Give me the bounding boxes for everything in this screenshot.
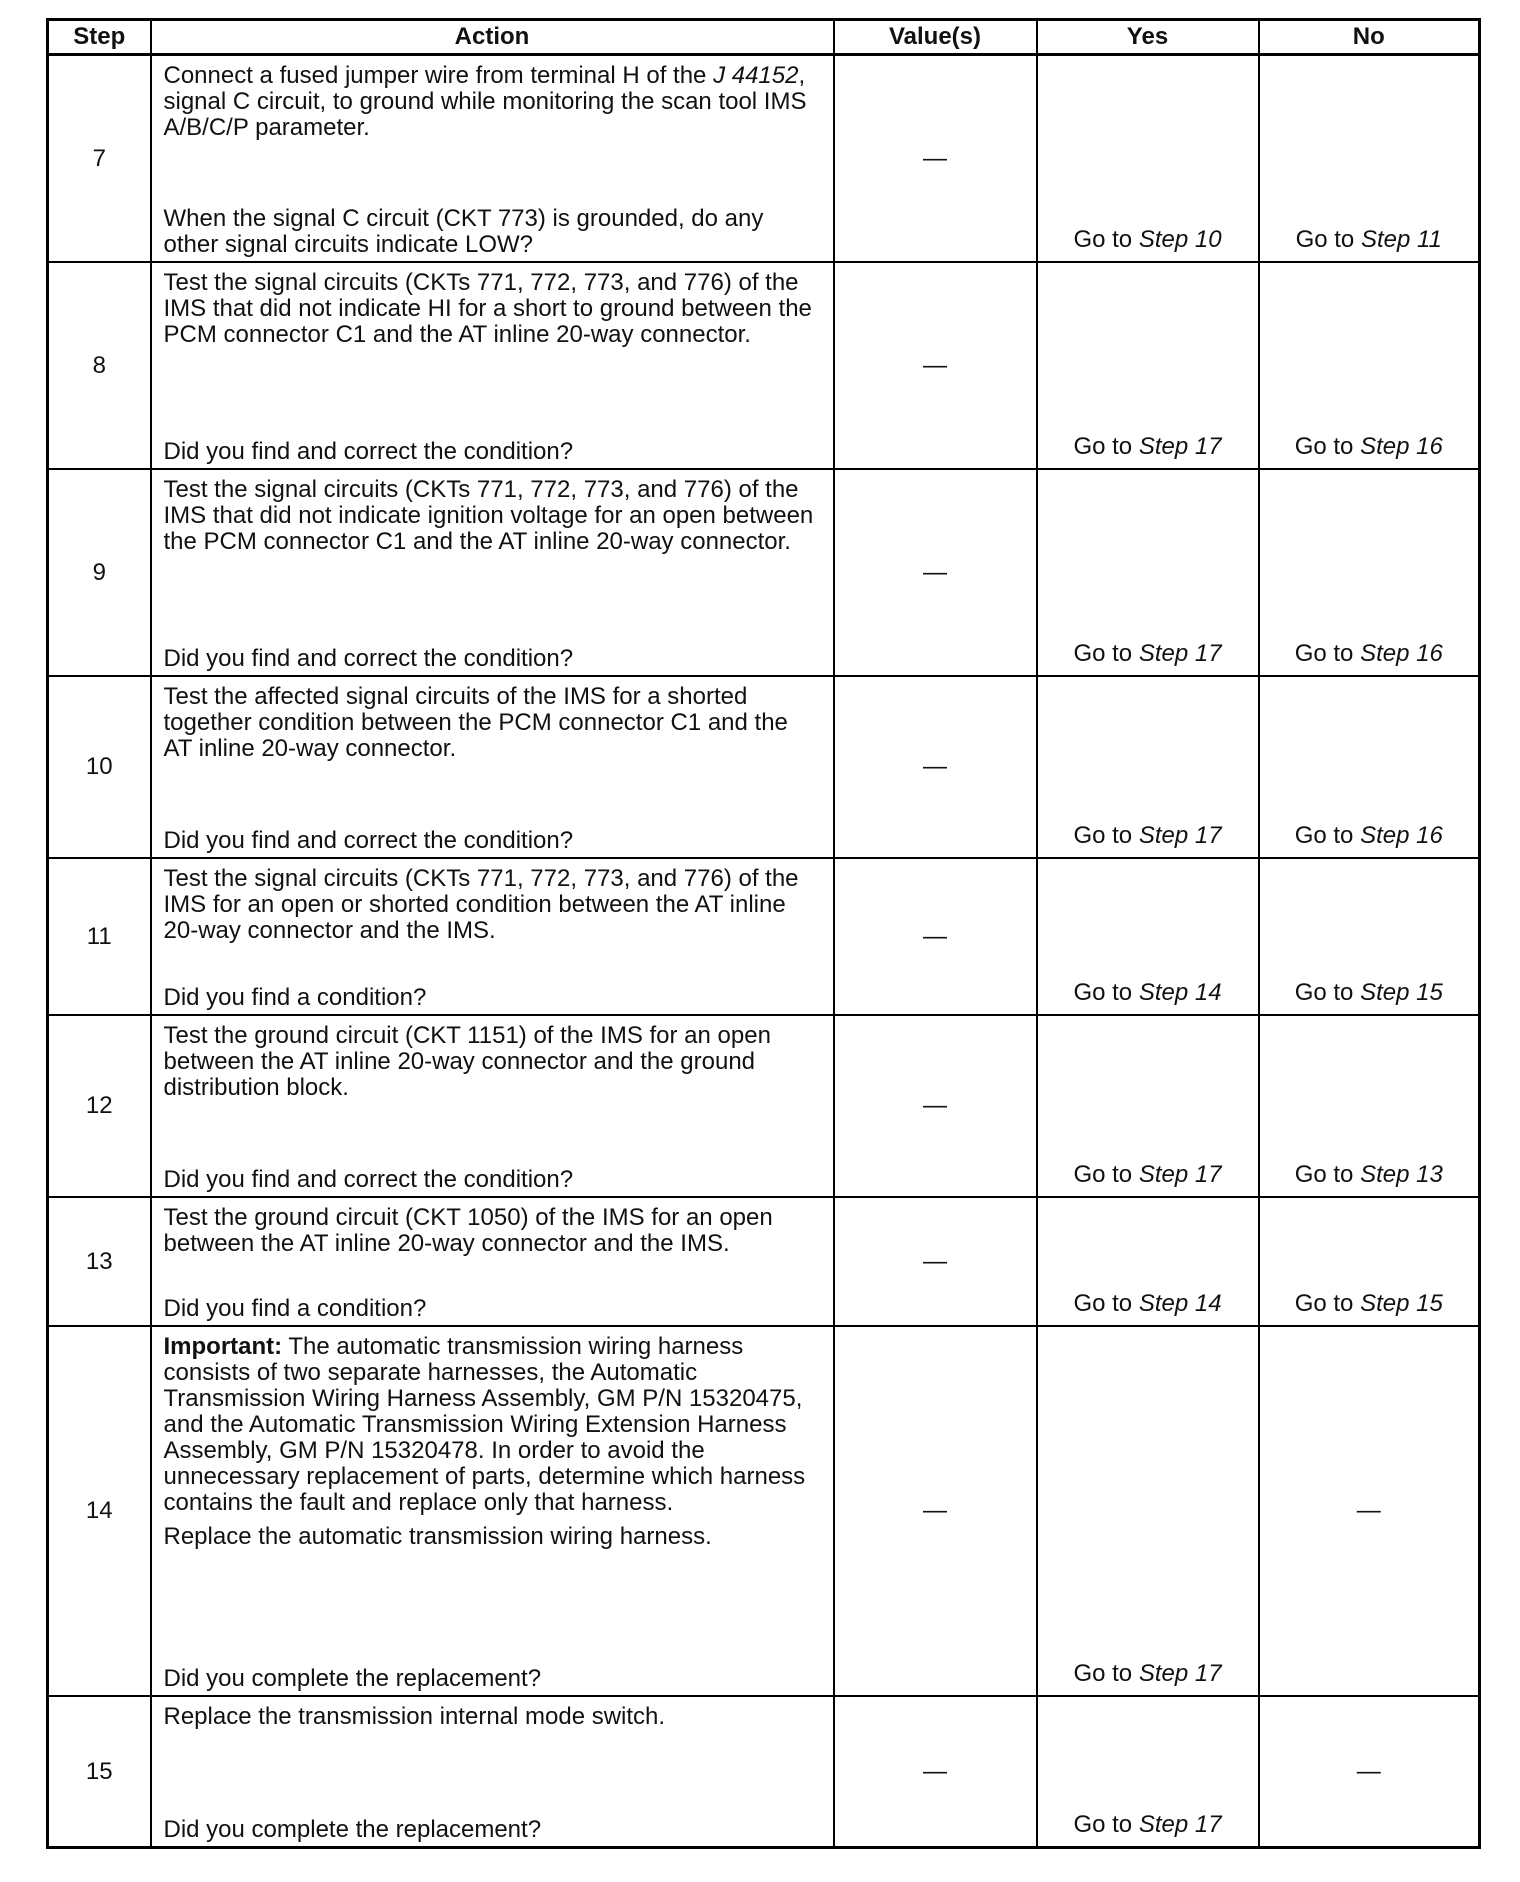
no-step-link: Step 16: [1360, 822, 1443, 849]
action-question: Did you complete the replacement?: [163, 1816, 542, 1843]
value-cell: —: [834, 1326, 1037, 1696]
yes-cell: Go to Step 10: [1037, 55, 1259, 263]
yes-step-link: Step 10: [1138, 226, 1222, 253]
header-values: Value(s): [834, 20, 1037, 55]
yes-step-link: Step 17: [1138, 1811, 1222, 1838]
no-step-link: Step 13: [1360, 1161, 1443, 1188]
action-text: Test the signal circuits (CKTs 771, 772, 773, and 776) of the IMS that did not indicate ignition voltage for an open between the PCM connector C1 and the AT inline 20-way connector.: [163, 476, 814, 555]
value-cell: —: [834, 676, 1037, 858]
header-action: Action: [151, 20, 834, 55]
no-cell: —: [1259, 1696, 1480, 1848]
header-yes: Yes: [1037, 20, 1259, 55]
no-cell: Go to Step 13: [1259, 1015, 1480, 1197]
yes-cell: Go to Step 17: [1037, 1015, 1259, 1197]
action-question: Did you complete the replacement?: [163, 1665, 542, 1692]
action-question: Did you find and correct the condition?: [163, 827, 574, 854]
table-row: [48, 1197, 1480, 1326]
important-note: Important: The automatic transmission wiring harness consists of two separate harnesses, the Automatic Transmission Wiring Harness Assembly, GM P/N 15320475, and the Automatic Transmission Wiring Extension Harness Assembly, GM P/N 15320478. In order to avoid the unnecessary replacement of parts, determine which harness contains the fault and replace only that harness.: [163, 1333, 806, 1516]
header-step: Step: [48, 20, 151, 55]
yes-step-link: Step 17: [1138, 640, 1222, 667]
action-question: When the signal C circuit (CKT 773) is grounded, do any other signal circuits indicate LOW?: [163, 205, 764, 258]
action-text: Connect a fused jumper wire from terminal H of the J 44152, signal C circuit, to ground while monitoring the scan tool IMS A/B/C/P parameter.: [163, 62, 807, 141]
step-number: 11: [48, 858, 151, 1015]
important-label: Important:: [163, 1333, 283, 1360]
action-cell: [151, 469, 834, 676]
action-question: Did you find a condition?: [163, 984, 427, 1011]
yes-cell: Go to Step 17: [1037, 469, 1259, 676]
table-row: [48, 55, 1480, 263]
yes-cell: Go to Step 14: [1037, 1197, 1259, 1326]
action-text: Test the ground circuit (CKT 1050) of the IMS for an open between the AT inline 20-way connector and the IMS.: [163, 1204, 773, 1257]
tool-reference: J 44152: [713, 62, 799, 89]
yes-cell: Go to Step 17: [1037, 1696, 1259, 1848]
action-question: Did you find and correct the condition?: [163, 645, 574, 672]
no-step-link: Step 16: [1360, 433, 1443, 460]
no-step-link: Step 11: [1360, 226, 1442, 253]
action-cell: [151, 676, 834, 858]
action-text: [164, 1334, 821, 1550]
yes-step-link: Step 17: [1138, 1161, 1222, 1188]
value-cell: —: [834, 858, 1037, 1015]
no-cell: Go to Step 16: [1259, 262, 1480, 469]
header-no: No: [1259, 20, 1480, 55]
table-row: [48, 1015, 1480, 1197]
no-cell: —: [1259, 1326, 1480, 1696]
yes-cell: Go to Step 17: [1037, 676, 1259, 858]
no-step-link: Step 15: [1360, 1290, 1443, 1317]
action-text: Test the signal circuits (CKTs 771, 772, 773, and 776) of the IMS that did not indicate HI for a short to ground between the PCM connector C1 and the AT inline 20-way connector.: [163, 269, 812, 348]
yes-step-link: Step 14: [1138, 979, 1222, 1006]
value-cell: —: [834, 1197, 1037, 1326]
yes-step-link: Step 17: [1138, 433, 1222, 460]
action-question: Did you find and correct the condition?: [163, 1166, 574, 1193]
step-number: 7: [48, 55, 151, 263]
action-cell: [151, 262, 834, 469]
table-row: [48, 262, 1480, 469]
action-question: Did you find a condition?: [163, 1295, 427, 1322]
action-cell: [151, 55, 834, 263]
action-instruction: Replace the automatic transmission wiring harness.: [163, 1523, 712, 1550]
value-cell: —: [834, 1696, 1037, 1848]
no-cell: Go to Step 16: [1259, 469, 1480, 676]
action-text: Replace the transmission internal mode switch.: [163, 1703, 666, 1730]
table-row: [48, 469, 1480, 676]
step-number: 8: [48, 262, 151, 469]
action-cell: [151, 1015, 834, 1197]
step-number: 14: [48, 1326, 151, 1696]
yes-cell: Go to Step 14: [1037, 858, 1259, 1015]
step-number: 9: [48, 469, 151, 676]
no-cell: Go to Step 15: [1259, 1197, 1480, 1326]
step-number: 13: [48, 1197, 151, 1326]
no-cell: Go to Step 16: [1259, 676, 1480, 858]
action-text: Test the signal circuits (CKTs 771, 772, 773, and 776) of the IMS for an open or shorted condition between the AT inline 20-way connector and the IMS.: [163, 865, 799, 944]
step-number: 10: [48, 676, 151, 858]
action-cell: [151, 858, 834, 1015]
no-step-link: Step 15: [1360, 979, 1443, 1006]
value-cell: —: [834, 55, 1037, 263]
header-row: [48, 20, 1480, 55]
action-cell: [151, 1326, 834, 1696]
value-cell: —: [834, 262, 1037, 469]
step-number: 15: [48, 1696, 151, 1848]
no-step-link: Step 16: [1360, 640, 1443, 667]
no-cell: Go to Step 15: [1259, 858, 1480, 1015]
table-row: [48, 858, 1480, 1015]
yes-step-link: Step 17: [1138, 1660, 1222, 1687]
yes-step-link: Step 14: [1138, 1290, 1222, 1317]
action-cell: [151, 1197, 834, 1326]
table-row: [48, 1326, 1480, 1696]
action-cell: [151, 1696, 834, 1848]
yes-step-link: Step 17: [1138, 822, 1222, 849]
value-cell: —: [834, 1015, 1037, 1197]
step-number: 12: [48, 1015, 151, 1197]
no-cell: Go to Step 11: [1259, 55, 1480, 263]
action-text: Test the affected signal circuits of the IMS for a shorted together condition between the PCM connector C1 and the AT inline 20-way connector.: [163, 683, 788, 762]
action-text: Test the ground circuit (CKT 1151) of the IMS for an open between the AT inline 20-way connector and the ground distribution block.: [163, 1022, 771, 1101]
action-question: Did you find and correct the condition?: [163, 438, 574, 465]
table-row: [48, 676, 1480, 858]
yes-cell: Go to Step 17: [1037, 1326, 1259, 1696]
diagnostic-table: [46, 18, 1481, 1849]
yes-cell: Go to Step 17: [1037, 262, 1259, 469]
table-row: [48, 1696, 1480, 1848]
value-cell: —: [834, 469, 1037, 676]
